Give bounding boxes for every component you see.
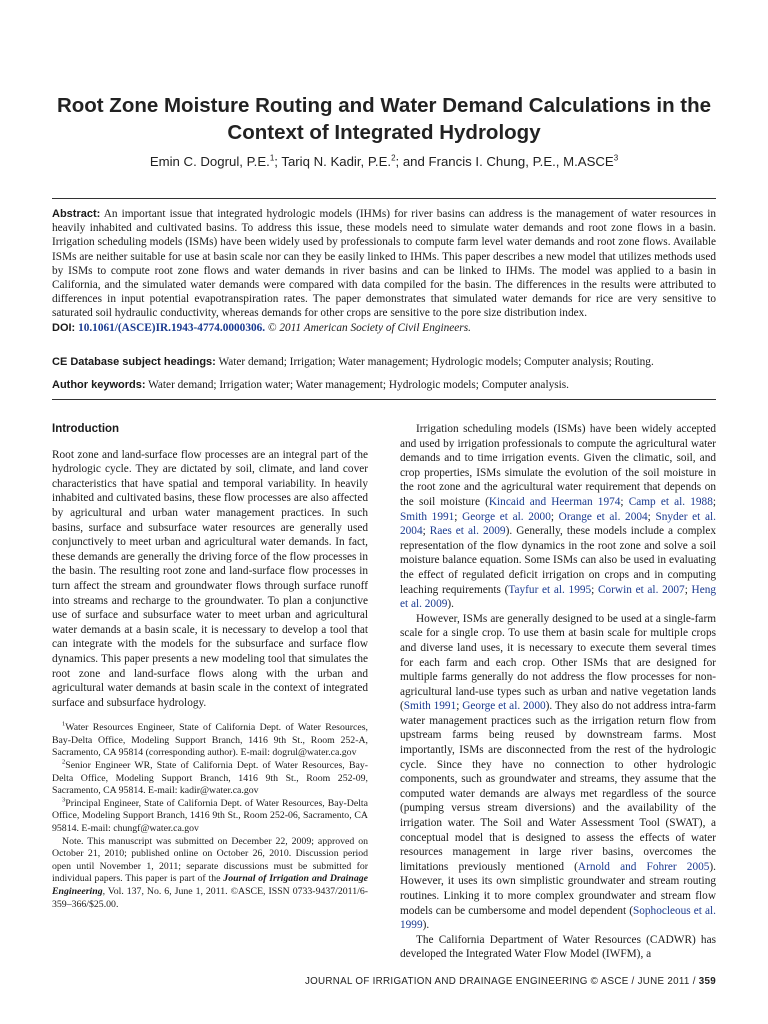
citation-link[interactable]: Heng et al. 2009	[400, 583, 717, 611]
citation-separator: ;	[456, 700, 463, 713]
citation-link[interactable]: George et al. 2000	[462, 700, 546, 713]
footnote-mark: 3	[62, 796, 66, 804]
citation-link[interactable]: Kincaid and Heerman 1974	[488, 495, 621, 508]
left-column	[52, 422, 368, 911]
paper-title: Root Zone Moisture Routing and Water Demand Calculations in the Context of Integrated Hydrology	[56, 94, 712, 144]
author-separator: ; and	[395, 154, 429, 169]
paragraph-text: Irrigation scheduling models (ISMs) have been widely accepted and used by irrigation professionals to compute the agricultural water demands and to time irrigation events. Given the climatic, soil, and crop properties, ISMs simulate the evolution of the soil moisture in the root zone and the agricultural water requirement that depends on the soil moisture (	[400, 423, 716, 508]
footnote-2	[52, 760, 368, 798]
page-footer	[52, 976, 716, 987]
abstract-text: An important issue that integrated hydrologic models (IHMs) for river basins can address is the management of water resources in heavily inhabited and cultivated basins. To address this issue, these models need to simulate water demands and root zone flows in a basin. Irrigation scheduling models (ISMs) have been widely used by professionals to compute farm level water demands and root zone flows. Available ISMs are neither suitable for use at basin scale nor can they be easily linked to IHMs. This paper describes a new model that utilizes methods used by ISMs to compute root zone flows and water demands in river basins and can be linked to IHMs. The model was applied to a basin in California, and the simulated water demands were compared with data compiled for the basin. The differences in the results were attributed to differences in input potential evapotranspiration rates. The paper demonstrates that simulated water demands for rice are very sensitive to saturated soil hydraulic conductivity, whereas demands for other crops are sensitive to the pore size distribution index.	[52, 208, 716, 320]
journal-name: Journal of Irrigation and Drainage Engineering	[52, 873, 369, 897]
paragraph-text: ).	[422, 919, 430, 932]
right-column	[400, 422, 716, 962]
note-tail: , Vol. 137, No. 6, June 1, 2011. ©ASCE, ISSN 0733-9437/2011/6-359–366/$25.00.	[52, 886, 368, 910]
paragraph-text: ). However, it uses its own simplistic groundwater and stream routing routines. Linking it to more complex groundwater and stream flow models can be cumbersome and model dependent (	[400, 860, 716, 917]
intro-paragraph: Root zone and land-surface flow processes are an integral part of the hydrologic cycle. They are dictated by soil, climate, and land cover characteristics that have spatial and temporal variability. In heavily inhabited and cultivated basins, these flow processes are also affected by agricultural and urban water management practices. In such basins, surface and subsurface water resources are generally used conjunctively to meet urban and agricultural water demands. In fact, these demands are generally the driving force of the flow processes in the basin. The resulting root zone and land-surface flow processes in turn affect the stream and groundwater flows through surface runoff into streams and recharge to the groundwater. To plan a conjunctive use of surface and subsurface water to meet urban and agricultural water demands at a basin scale, it is necessary to develop a tool that can integrate with the models for the subsurface and surface flow dynamics. This paper presents a new modeling tool that simulates the root zone and land-surface flows along with the urban and agricultural water demands at basin scale in the context of integrated surface and subsurface hydrology.	[52, 448, 368, 709]
citation-link[interactable]: Smith 1991	[400, 510, 455, 523]
citation-link[interactable]: Sophocleous et al. 1999	[400, 904, 716, 932]
footnote-mark: 1	[62, 721, 66, 729]
author-name: Emin C. Dogrul, P.E.	[149, 154, 270, 169]
citation-separator: ;	[684, 583, 692, 596]
citation-link[interactable]: Snyder et al. 2004	[400, 510, 716, 538]
author-list	[40, 154, 728, 169]
citation-separator: ;	[647, 510, 656, 523]
author-keywords-label: Author keywords:	[52, 379, 146, 391]
footnote-text: Senior Engineer WR, State of California Dept. of Water Resources, Bay-Delta Office, Modeling Support Branch, 1416 9th St., Room 252-09, Sacramento, CA 95814. E-mail: kadir@water.ca.gov	[52, 760, 368, 797]
note-text: Note. This manuscript was submitted on December 22, 2009; approved on October 21, 2010; published online on October 26, 2010. Discussion period open until November 1, 2011; separate discussions must be submitted for individual papers. This paper is part of the	[52, 835, 368, 885]
author-name: Tariq N. Kadir, P.E.	[281, 154, 392, 169]
citation-separator: ;	[550, 510, 559, 523]
citation-separator: ;	[422, 525, 430, 538]
paragraph-text: However, ISMs are generally designed to be used at a single-farm scale for a single crop. To use them at basin scale for multiple crops and diverse land uses, it is necessary to execute them several times for each farm and each crop. Other ISMs that are designed for multiple farms generally do not address the flow processes for non-agricultural land-use types such as urban and native vegetation lands (	[400, 612, 716, 713]
body-paragraph	[400, 422, 716, 612]
citation-link[interactable]: Smith 1991	[403, 700, 457, 713]
doi-link[interactable]: 10.1061/(ASCE)IR.1943-4774.0000306.	[78, 321, 266, 334]
subject-headings	[52, 355, 716, 369]
citation-link[interactable]: George et al. 2000	[462, 510, 551, 523]
citation-link[interactable]: Tayfur et al. 1995	[508, 583, 592, 596]
author-affiliation-mark: 1	[269, 153, 275, 163]
footnote-mark: 2	[62, 758, 66, 766]
footnote-text: Principal Engineer, State of California Dept. of Water Resources, Bay-Delta Office, Modeling Support Branch, 1416 9th St., Room 252-06, Sacramento, CA 95814. E-mail: chungf@water.ca.gov	[52, 797, 368, 835]
author-affiliation-mark: 3	[613, 153, 619, 163]
citation-separator: ;	[620, 495, 629, 508]
abstract-bottom-rule	[52, 399, 716, 400]
footnote-1	[52, 722, 368, 760]
author-keywords-text: Water demand; Irrigation water; Water management; Hydrologic models; Computer analysis.	[148, 379, 569, 391]
section-heading-introduction: Introduction	[52, 423, 120, 435]
citation-link[interactable]: Raes et al. 2009	[429, 525, 506, 538]
page-number: 359	[698, 976, 716, 987]
author-separator: ;	[274, 154, 282, 169]
subject-headings-text: Water demand; Irrigation; Water management; Hydrologic models; Computer analysis; Routing.	[218, 356, 654, 368]
citation-link[interactable]: Orange et al. 2004	[558, 510, 648, 523]
citation-separator: ;	[454, 510, 463, 523]
footnote-3	[52, 798, 368, 836]
footnote-text: Water Resources Engineer, State of California Dept. of Water Resources, Bay-Delta Office, Modeling Support Branch, 1416 9th St., Room 252-A, Sacramento, CA 95814 (corresponding author). E-mail: dogrul@water.ca.gov	[52, 722, 368, 759]
author-affiliation-mark: 2	[391, 153, 396, 163]
copyright-notice: © 2011 American Society of Civil Engineers.	[267, 321, 471, 334]
footnotes	[52, 722, 368, 911]
paragraph-text: ). They also do not address intra-farm water management practices such as the irrigation return flow from upstream farms being reused by downstream farms. Most importantly, ISMs are disconnected from the rest of the hydrologic cycle. Since they have no connection to other hydrologic components, such as groundwater and streams, they assume that the computed water demands are always met regardless of the source (pumping versus stream diversions) and the availability of the irrigation water. The Soil and Water Assessment Tool (SWAT), a conceptual model that is designed to assess the effects of water resources management in large river basins, overcomes the limitations previously mentioned (	[400, 700, 717, 873]
body-paragraph: The California Department of Water Resources (CADWR) has developed the Integrated Water Flow Model (IWFM), a	[400, 933, 716, 961]
citation-separator: ;	[591, 583, 598, 596]
subject-headings-label: CE Database subject headings:	[52, 356, 216, 368]
abstract-block	[52, 207, 716, 335]
abstract-label: Abstract:	[52, 208, 101, 220]
paragraph-text: ).	[447, 598, 454, 611]
paragraph-text: ). Generally, these models include a complex representation of the flow dynamics in the root zone and solve a soil moisture balance equation. Some ISMs can also be used in evaluating the effect of regulated deficit irrigation on crops and in computing leaching requirements (	[400, 525, 717, 596]
author-keywords	[52, 378, 716, 392]
citation-link[interactable]: Camp et al. 1988	[628, 495, 713, 508]
running-footer: JOURNAL OF IRRIGATION AND DRAINAGE ENGINEERING © ASCE / JUNE 2011 /	[304, 976, 699, 987]
body-paragraph	[400, 612, 716, 933]
doi-label: DOI:	[52, 321, 76, 334]
citation-link[interactable]: Corwin et al. 2007	[597, 583, 685, 596]
abstract-top-rule	[52, 198, 716, 199]
submission-note	[52, 836, 368, 912]
author-name: Francis I. Chung, P.E., M.ASCE	[428, 154, 614, 169]
citation-link[interactable]: Arnold and Fohrer 2005	[577, 860, 710, 873]
citation-separator: ;	[712, 495, 716, 508]
